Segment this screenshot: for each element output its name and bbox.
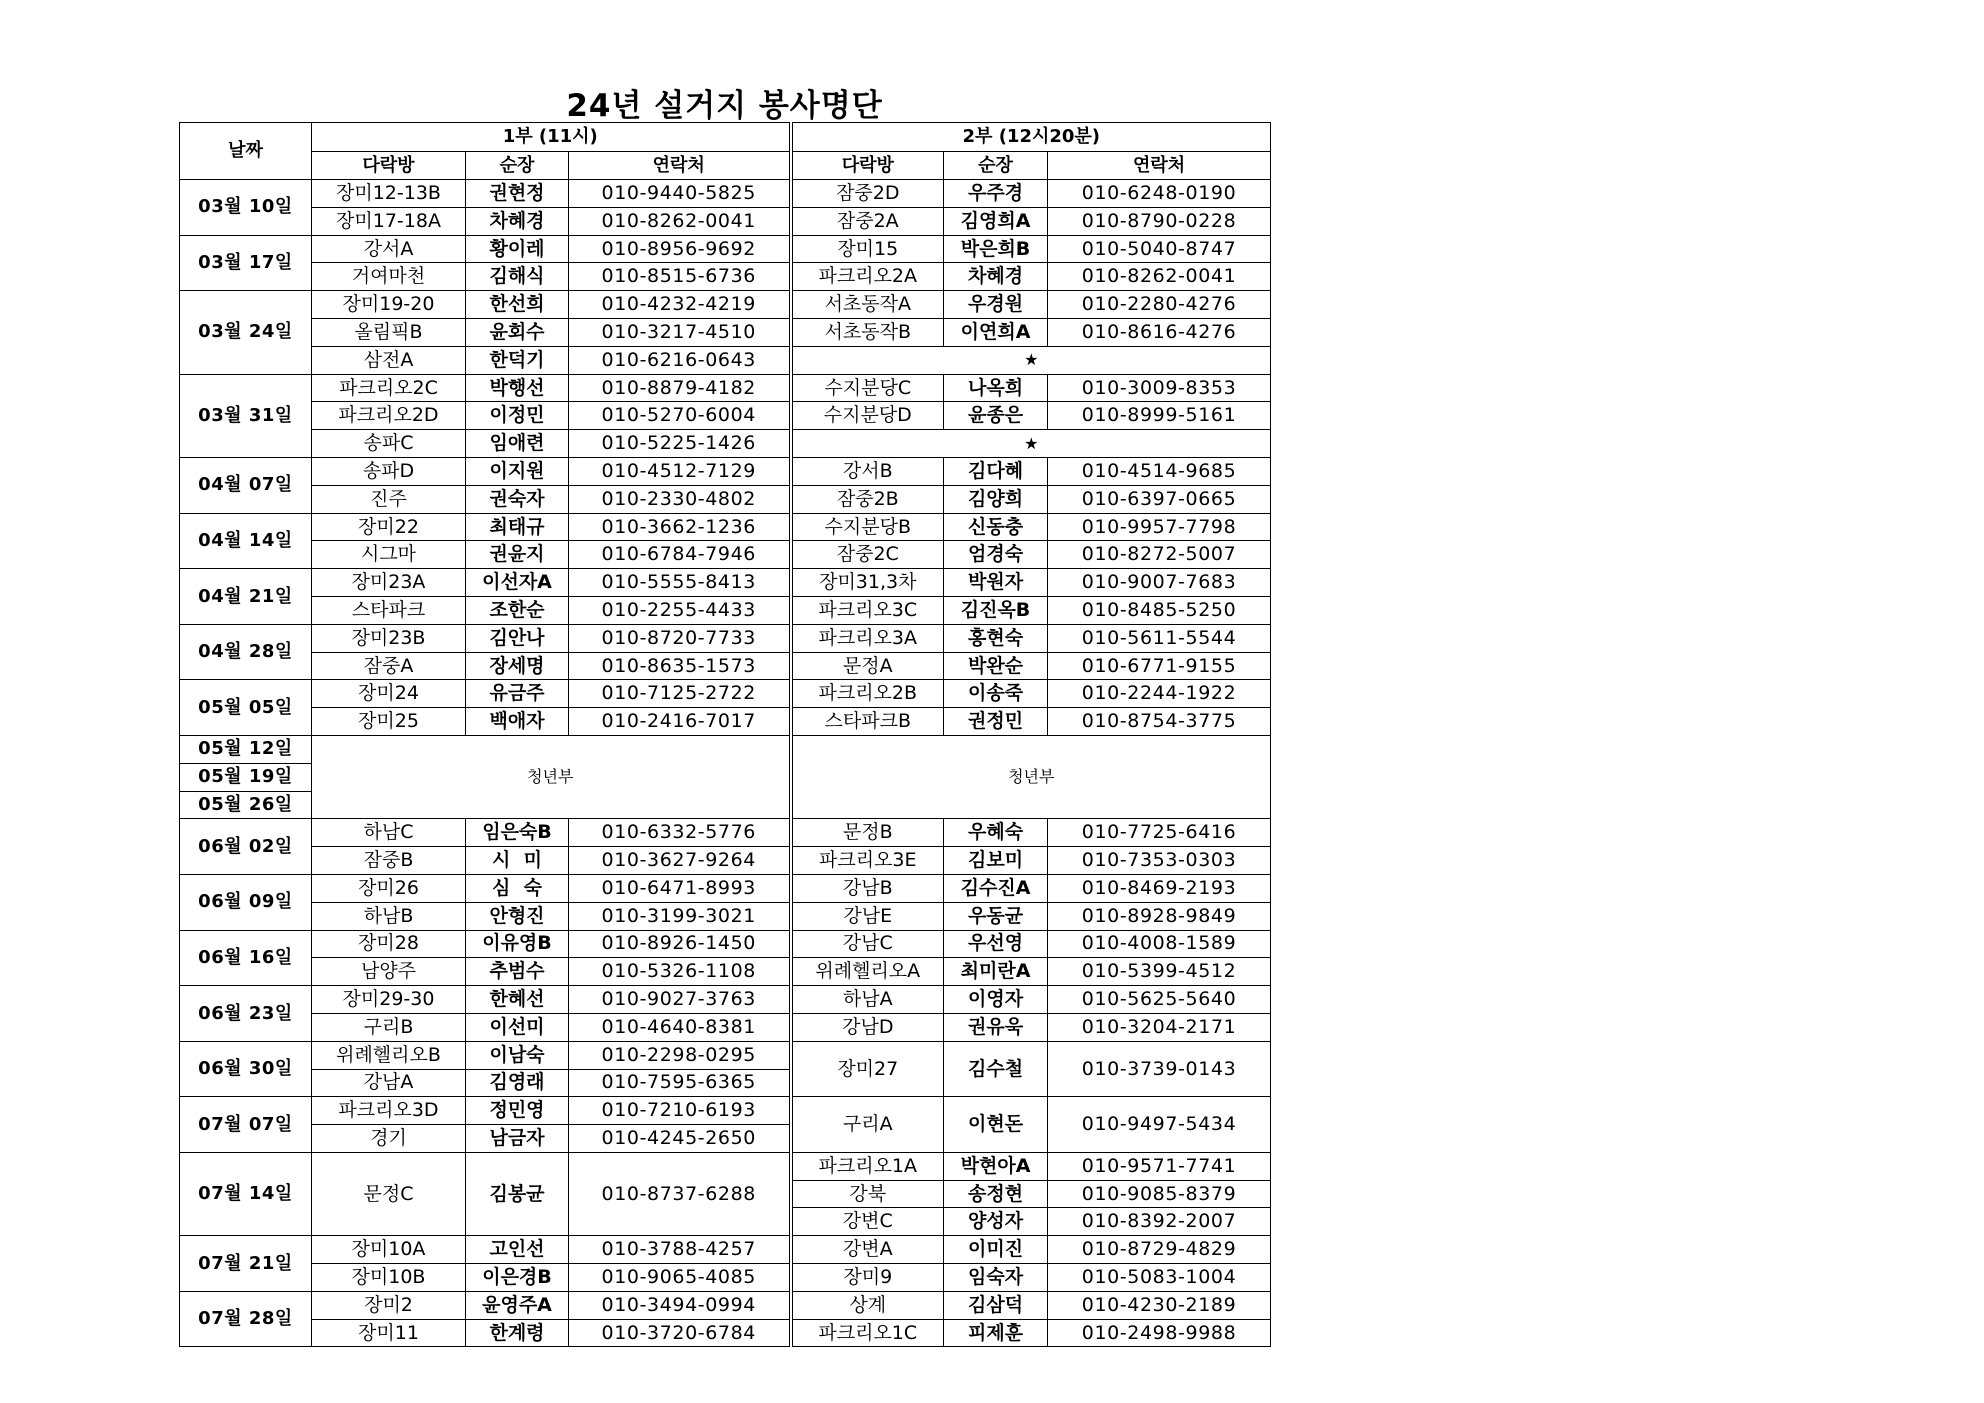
- session2-group-cell: 장미31,3차: [791, 569, 944, 597]
- session2-leader-cell: 임숙자: [944, 1264, 1048, 1292]
- page-title: 24년 설거지 봉사명단: [566, 88, 883, 124]
- session2-leader-cell: 김보미: [944, 847, 1048, 875]
- table-row: [180, 624, 1271, 652]
- session2-phone-cell: 010-8262-0041: [1048, 263, 1271, 291]
- session2-group-cell: 스타파크B: [791, 708, 944, 736]
- session2-group-cell: 강남B: [791, 874, 944, 902]
- session1-leader-cell: 김안나: [466, 624, 569, 652]
- session1-phone-cell: 010-8635-1573: [569, 652, 791, 680]
- table-row: [180, 1041, 1271, 1069]
- table-row: [180, 402, 1271, 430]
- session2-phone-cell: 010-4230-2189: [1048, 1291, 1271, 1319]
- session1-group-cell: 구리B: [312, 1013, 466, 1041]
- session1-leader-cell: 임은숙B: [466, 819, 569, 847]
- session2-note-cell: ★: [791, 346, 1271, 374]
- session1-note-cell: 청년부: [312, 735, 791, 818]
- date-cell: 04월 28일: [180, 624, 312, 680]
- table-row: [180, 346, 1271, 374]
- session2-phone-cell: 010-5611-5544: [1048, 624, 1271, 652]
- session1-phone-cell: 010-7125-2722: [569, 680, 791, 708]
- table-row: [180, 652, 1271, 680]
- session1-group-cell: 경기: [312, 1125, 466, 1153]
- session1-leader-cell: 최태규: [466, 513, 569, 541]
- table-header: [180, 123, 1271, 180]
- session1-group-cell: 올림픽B: [312, 318, 466, 346]
- session2-group-cell: 파크리오1A: [791, 1152, 944, 1180]
- session2-phone-cell: 010-5040-8747: [1048, 235, 1271, 263]
- session1-leader-cell: 황이레: [466, 235, 569, 263]
- session2-group-cell: 수지분당B: [791, 513, 944, 541]
- session1-group-cell: 송파C: [312, 430, 466, 458]
- date-cell: 03월 17일: [180, 235, 312, 291]
- session1-leader-cell: 권현정: [466, 180, 569, 208]
- session1-leader-cell: 윤회수: [466, 318, 569, 346]
- session1-group-cell: 강서A: [312, 235, 466, 263]
- table-row: [180, 541, 1271, 569]
- session2-group-cell: 문정A: [791, 652, 944, 680]
- table-row: [180, 1236, 1271, 1264]
- session1-phone-cell: 010-8515-6736: [569, 263, 791, 291]
- session2-phone-cell: 010-6397-0665: [1048, 485, 1271, 513]
- session1-group-cell: 하남B: [312, 902, 466, 930]
- table-row: [180, 318, 1271, 346]
- session2-phone-cell: 010-9497-5434: [1048, 1097, 1271, 1153]
- session1-leader-cell: 한계령: [466, 1319, 569, 1347]
- session1-leader-cell: 고인선: [466, 1236, 569, 1264]
- session1-phone-cell: 010-4245-2650: [569, 1125, 791, 1153]
- session2-leader-cell: 홍현숙: [944, 624, 1048, 652]
- session1-group-cell: 파크리오3D: [312, 1097, 466, 1125]
- session2-phone-cell: 010-8729-4829: [1048, 1236, 1271, 1264]
- session1-group-cell: 장미19-20: [312, 291, 466, 319]
- table-row: [180, 1264, 1271, 1292]
- session2-leader-cell: 김양희: [944, 485, 1048, 513]
- session1-group-cell: 진주: [312, 485, 466, 513]
- session1-leader-cell: 임애련: [466, 430, 569, 458]
- date-cell: 05월 05일: [180, 680, 312, 736]
- session2-group-cell: 서초동작B: [791, 318, 944, 346]
- session2-leader-cell: 우주경: [944, 180, 1048, 208]
- session2-phone-cell: 010-8790-0228: [1048, 207, 1271, 235]
- session1-group-cell: 하남C: [312, 819, 466, 847]
- session1-phone-cell: 010-3494-0994: [569, 1291, 791, 1319]
- session2-leader-cell: 이연희A: [944, 318, 1048, 346]
- session1-phone-cell: 010-8956-9692: [569, 235, 791, 263]
- session1-phone-cell: 010-6784-7946: [569, 541, 791, 569]
- session2-group-cell: 파크리오3E: [791, 847, 944, 875]
- session2-group-cell: 구리A: [791, 1097, 944, 1153]
- session2-group-cell: 장미9: [791, 1264, 944, 1292]
- session1-phone-cell: 010-5326-1108: [569, 958, 791, 986]
- session1-phone-cell: 010-2330-4802: [569, 485, 791, 513]
- session1-phone-cell: 010-9027-3763: [569, 986, 791, 1014]
- session2-phone-cell: 010-7353-0303: [1048, 847, 1271, 875]
- session2-leader-header: 순장: [944, 152, 1048, 180]
- table-row: [180, 207, 1271, 235]
- session2-group-cell: 강변C: [791, 1208, 944, 1236]
- table-row: [180, 986, 1271, 1014]
- session1-leader-cell: 이지원: [466, 457, 569, 485]
- session2-group-cell: 문정B: [791, 819, 944, 847]
- session1-leader-cell: 남금자: [466, 1125, 569, 1153]
- session2-group-cell: 잠중2B: [791, 485, 944, 513]
- date-cell: 03월 31일: [180, 374, 312, 457]
- session2-leader-cell: 권유욱: [944, 1013, 1048, 1041]
- session2-leader-cell: 엄경숙: [944, 541, 1048, 569]
- session1-phone-cell: 010-2298-0295: [569, 1041, 791, 1069]
- session2-group-cell: 하남A: [791, 986, 944, 1014]
- session1-group-cell: 장미28: [312, 930, 466, 958]
- table-row: [180, 902, 1271, 930]
- table-row: [180, 596, 1271, 624]
- session1-group-cell: 삼전A: [312, 346, 466, 374]
- session1-leader-cell: 김봉균: [466, 1152, 569, 1235]
- session1-group-cell: 장미26: [312, 874, 466, 902]
- session1-leader-cell: 정민영: [466, 1097, 569, 1125]
- session2-group-cell: 상계: [791, 1291, 944, 1319]
- table-row: [180, 847, 1271, 875]
- session1-leader-cell: 이남숙: [466, 1041, 569, 1069]
- session1-phone-cell: 010-4512-7129: [569, 457, 791, 485]
- table-row: [180, 374, 1271, 402]
- session2-phone-cell: 010-3009-8353: [1048, 374, 1271, 402]
- table-row: [180, 513, 1271, 541]
- session1-phone-cell: 010-6216-0643: [569, 346, 791, 374]
- session1-group-cell: 장미2: [312, 1291, 466, 1319]
- table-row: [180, 291, 1271, 319]
- session1-phone-cell: 010-2255-4433: [569, 596, 791, 624]
- session1-group-cell: 장미10A: [312, 1236, 466, 1264]
- table-row: [180, 819, 1271, 847]
- session2-phone-cell: 010-2498-9988: [1048, 1319, 1271, 1347]
- session2-group-cell: 수지분당C: [791, 374, 944, 402]
- session2-phone-cell: 010-9085-8379: [1048, 1180, 1271, 1208]
- session1-leader-cell: 윤영주A: [466, 1291, 569, 1319]
- table-row: [180, 708, 1271, 736]
- session1-group-cell: 장미29-30: [312, 986, 466, 1014]
- session2-group-cell: 강남D: [791, 1013, 944, 1041]
- session1-group-cell: 장미23A: [312, 569, 466, 597]
- date-cell: 04월 07일: [180, 457, 312, 513]
- session1-group-cell: 장미10B: [312, 1264, 466, 1292]
- session1-leader-cell: 추범수: [466, 958, 569, 986]
- session2-phone-cell: 010-8616-4276: [1048, 318, 1271, 346]
- session2-phone-cell: 010-8272-5007: [1048, 541, 1271, 569]
- session1-group-cell: 거여마천: [312, 263, 466, 291]
- session2-leader-cell: 김다혜: [944, 457, 1048, 485]
- session2-phone-cell: 010-8485-5250: [1048, 596, 1271, 624]
- session1-phone-cell: 010-6332-5776: [569, 819, 791, 847]
- date-cell: 06월 09일: [180, 874, 312, 930]
- session1-phone-cell: 010-9065-4085: [569, 1264, 791, 1292]
- session2-group-cell: 파크리오2A: [791, 263, 944, 291]
- date-cell: 03월 10일: [180, 180, 312, 236]
- session2-leader-cell: 이현돈: [944, 1097, 1048, 1153]
- session2-group-cell: 강북: [791, 1180, 944, 1208]
- session2-phone-cell: 010-7725-6416: [1048, 819, 1271, 847]
- table-row: [180, 930, 1271, 958]
- session1-leader-cell: 조한순: [466, 596, 569, 624]
- session1-phone-cell: 010-4640-8381: [569, 1013, 791, 1041]
- date-cell: 05월 19일: [180, 763, 312, 791]
- session2-phone-cell: 010-4514-9685: [1048, 457, 1271, 485]
- session1-group-cell: 파크리오2C: [312, 374, 466, 402]
- session2-leader-cell: 송정현: [944, 1180, 1048, 1208]
- session1-phone-cell: 010-7210-6193: [569, 1097, 791, 1125]
- session1-group-cell: 장미25: [312, 708, 466, 736]
- session2-header: 2부 (12시20분): [791, 123, 1271, 152]
- session1-leader-cell: 이선미: [466, 1013, 569, 1041]
- session1-group-cell: 장미23B: [312, 624, 466, 652]
- session2-phone-cell: 010-8999-5161: [1048, 402, 1271, 430]
- session2-phone-cell: 010-5625-5640: [1048, 986, 1271, 1014]
- session1-phone-cell: 010-8926-1450: [569, 930, 791, 958]
- session1-group-cell: 시그마: [312, 541, 466, 569]
- date-cell: 07월 14일: [180, 1152, 312, 1235]
- header-row-sessions: [180, 123, 1271, 152]
- session2-group-cell: 강남C: [791, 930, 944, 958]
- table-row: [180, 1013, 1271, 1041]
- session2-leader-cell: 우선영: [944, 930, 1048, 958]
- table-row: [180, 1319, 1271, 1347]
- session2-phone-cell: 010-3739-0143: [1048, 1041, 1271, 1097]
- session2-leader-cell: 우경원: [944, 291, 1048, 319]
- table-row: [180, 874, 1271, 902]
- session1-phone-cell: 010-2416-7017: [569, 708, 791, 736]
- session2-phone-cell: 010-5083-1004: [1048, 1264, 1271, 1292]
- session1-phone-cell: 010-3217-4510: [569, 318, 791, 346]
- session2-leader-cell: 양성자: [944, 1208, 1048, 1236]
- session2-phone-cell: 010-8754-3775: [1048, 708, 1271, 736]
- session2-contact-header: 연락처: [1048, 152, 1271, 180]
- session2-leader-cell: 우혜숙: [944, 819, 1048, 847]
- session1-leader-cell: 백애자: [466, 708, 569, 736]
- session2-leader-cell: 김수진A: [944, 874, 1048, 902]
- session2-group-cell: 강변A: [791, 1236, 944, 1264]
- session1-group-cell: 송파D: [312, 457, 466, 485]
- table-row: [180, 735, 1271, 763]
- session1-phone-cell: 010-3199-3021: [569, 902, 791, 930]
- session1-leader-cell: 이선자A: [466, 569, 569, 597]
- session2-note-cell: 청년부: [791, 735, 1271, 818]
- session2-group-cell: 잠중2A: [791, 207, 944, 235]
- session2-phone-cell: 010-6771-9155: [1048, 652, 1271, 680]
- session1-group-cell: 장미17-18A: [312, 207, 466, 235]
- session1-leader-cell: 박행선: [466, 374, 569, 402]
- session1-leader-cell: 권숙자: [466, 485, 569, 513]
- table-row: [180, 180, 1271, 208]
- session1-leader-cell: 이정민: [466, 402, 569, 430]
- session2-leader-cell: 박원자: [944, 569, 1048, 597]
- date-cell: 06월 30일: [180, 1041, 312, 1097]
- table-row: [180, 1152, 1271, 1180]
- session1-group-cell: 장미24: [312, 680, 466, 708]
- session1-phone-cell: 010-8262-0041: [569, 207, 791, 235]
- session1-group-cell: 장미22: [312, 513, 466, 541]
- session2-group-cell: 위례헬리오A: [791, 958, 944, 986]
- table-row: [180, 235, 1271, 263]
- session2-phone-cell: 010-5399-4512: [1048, 958, 1271, 986]
- table-row: [180, 1291, 1271, 1319]
- session2-group-cell: 장미15: [791, 235, 944, 263]
- session2-group-cell: 파크리오1C: [791, 1319, 944, 1347]
- table-row: [180, 263, 1271, 291]
- session2-group-cell: 강남E: [791, 902, 944, 930]
- table-row: [180, 1097, 1271, 1125]
- session2-leader-cell: 우동균: [944, 902, 1048, 930]
- session1-leader-cell: 시 미: [466, 847, 569, 875]
- session2-group-cell: 파크리오3A: [791, 624, 944, 652]
- session1-leader-cell: 한덕기: [466, 346, 569, 374]
- session1-group-cell: 강남A: [312, 1069, 466, 1097]
- session1-phone-cell: 010-8737-6288: [569, 1152, 791, 1235]
- session1-group-cell: 위례헬리오B: [312, 1041, 466, 1069]
- session1-leader-cell: 김영래: [466, 1069, 569, 1097]
- session1-leader-header: 순장: [466, 152, 569, 180]
- session2-phone-cell: 010-6248-0190: [1048, 180, 1271, 208]
- session1-phone-cell: 010-5270-6004: [569, 402, 791, 430]
- date-cell: 05월 12일: [180, 735, 312, 763]
- session2-phone-cell: 010-9007-7683: [1048, 569, 1271, 597]
- table-row: [180, 485, 1271, 513]
- session2-leader-cell: 김수철: [944, 1041, 1048, 1097]
- date-cell: 06월 16일: [180, 930, 312, 986]
- session2-leader-cell: 권정민: [944, 708, 1048, 736]
- session2-leader-cell: 박현아A: [944, 1152, 1048, 1180]
- table-row: [180, 457, 1271, 485]
- session1-phone-cell: 010-7595-6365: [569, 1069, 791, 1097]
- session2-group-cell: 파크리오2B: [791, 680, 944, 708]
- session2-group-cell: 장미27: [791, 1041, 944, 1097]
- session2-leader-cell: 차혜경: [944, 263, 1048, 291]
- date-cell: 06월 02일: [180, 819, 312, 875]
- session1-group-cell: 장미12-13B: [312, 180, 466, 208]
- session2-note-cell: ★: [791, 430, 1271, 458]
- session1-phone-cell: 010-3662-1236: [569, 513, 791, 541]
- session2-phone-cell: 010-2280-4276: [1048, 291, 1271, 319]
- table-row: [180, 680, 1271, 708]
- session2-group-cell: 잠중2D: [791, 180, 944, 208]
- session2-leader-cell: 신동충: [944, 513, 1048, 541]
- session1-group-cell: 문정C: [312, 1152, 466, 1235]
- date-cell: 05월 26일: [180, 791, 312, 819]
- session2-leader-cell: 나옥희: [944, 374, 1048, 402]
- header-row-columns: [180, 152, 1271, 180]
- session1-phone-cell: 010-3627-9264: [569, 847, 791, 875]
- table-row: [180, 569, 1271, 597]
- session1-leader-cell: 장세명: [466, 652, 569, 680]
- date-cell: 07월 28일: [180, 1291, 312, 1347]
- session2-phone-cell: 010-8392-2007: [1048, 1208, 1271, 1236]
- session1-leader-cell: 이유영B: [466, 930, 569, 958]
- session2-phone-cell: 010-2244-1922: [1048, 680, 1271, 708]
- table-row: [180, 958, 1271, 986]
- session2-phone-cell: 010-8469-2193: [1048, 874, 1271, 902]
- session1-group-header: 다락방: [312, 152, 466, 180]
- session1-phone-cell: 010-5225-1426: [569, 430, 791, 458]
- session1-group-cell: 장미11: [312, 1319, 466, 1347]
- session1-phone-cell: 010-4232-4219: [569, 291, 791, 319]
- volunteer-roster-table: [179, 122, 1271, 1347]
- session1-group-cell: 남양주: [312, 958, 466, 986]
- session2-phone-cell: 010-8928-9849: [1048, 902, 1271, 930]
- date-column-header: 날짜: [180, 123, 312, 180]
- session1-phone-cell: 010-3788-4257: [569, 1236, 791, 1264]
- session1-leader-cell: 권윤지: [466, 541, 569, 569]
- date-cell: 04월 14일: [180, 513, 312, 569]
- session1-group-cell: 잠중A: [312, 652, 466, 680]
- session1-header: 1부 (11시): [312, 123, 791, 152]
- session1-leader-cell: 한혜선: [466, 986, 569, 1014]
- session1-phone-cell: 010-3720-6784: [569, 1319, 791, 1347]
- table-body: [180, 180, 1271, 1347]
- session1-phone-cell: 010-8720-7733: [569, 624, 791, 652]
- session1-contact-header: 연락처: [569, 152, 791, 180]
- session2-group-cell: 서초동작A: [791, 291, 944, 319]
- session2-group-cell: 강서B: [791, 457, 944, 485]
- session2-leader-cell: 최미란A: [944, 958, 1048, 986]
- session1-leader-cell: 차혜경: [466, 207, 569, 235]
- date-cell: 04월 21일: [180, 569, 312, 625]
- session2-leader-cell: 이송죽: [944, 680, 1048, 708]
- session2-group-cell: 수지분당D: [791, 402, 944, 430]
- date-cell: 06월 23일: [180, 986, 312, 1042]
- session2-leader-cell: 윤종은: [944, 402, 1048, 430]
- session1-phone-cell: 010-8879-4182: [569, 374, 791, 402]
- session2-group-cell: 잠중2C: [791, 541, 944, 569]
- session2-phone-cell: 010-3204-2171: [1048, 1013, 1271, 1041]
- session1-leader-cell: 안형진: [466, 902, 569, 930]
- session1-leader-cell: 심 숙: [466, 874, 569, 902]
- date-cell: 07월 07일: [180, 1097, 312, 1153]
- session2-phone-cell: 010-9571-7741: [1048, 1152, 1271, 1180]
- session2-leader-cell: 김진옥B: [944, 596, 1048, 624]
- session2-leader-cell: 피제훈: [944, 1319, 1048, 1347]
- session2-phone-cell: 010-9957-7798: [1048, 513, 1271, 541]
- session1-leader-cell: 한선희: [466, 291, 569, 319]
- session1-group-cell: 스타파크: [312, 596, 466, 624]
- date-cell: 07월 21일: [180, 1236, 312, 1292]
- session2-leader-cell: 김삼덕: [944, 1291, 1048, 1319]
- session1-group-cell: 파크리오2D: [312, 402, 466, 430]
- session1-group-cell: 잠중B: [312, 847, 466, 875]
- session1-phone-cell: 010-6471-8993: [569, 874, 791, 902]
- session2-leader-cell: 이미진: [944, 1236, 1048, 1264]
- session1-leader-cell: 이은경B: [466, 1264, 569, 1292]
- session2-leader-cell: 이영자: [944, 986, 1048, 1014]
- session2-leader-cell: 박은희B: [944, 235, 1048, 263]
- session2-leader-cell: 박완순: [944, 652, 1048, 680]
- session2-group-cell: 파크리오3C: [791, 596, 944, 624]
- session2-leader-cell: 김영희A: [944, 207, 1048, 235]
- session1-phone-cell: 010-5555-8413: [569, 569, 791, 597]
- session2-phone-cell: 010-4008-1589: [1048, 930, 1271, 958]
- session1-leader-cell: 유금주: [466, 680, 569, 708]
- table-row: [180, 430, 1271, 458]
- session2-group-header: 다락방: [791, 152, 944, 180]
- session1-phone-cell: 010-9440-5825: [569, 180, 791, 208]
- date-cell: 03월 24일: [180, 291, 312, 374]
- session1-leader-cell: 김해식: [466, 263, 569, 291]
